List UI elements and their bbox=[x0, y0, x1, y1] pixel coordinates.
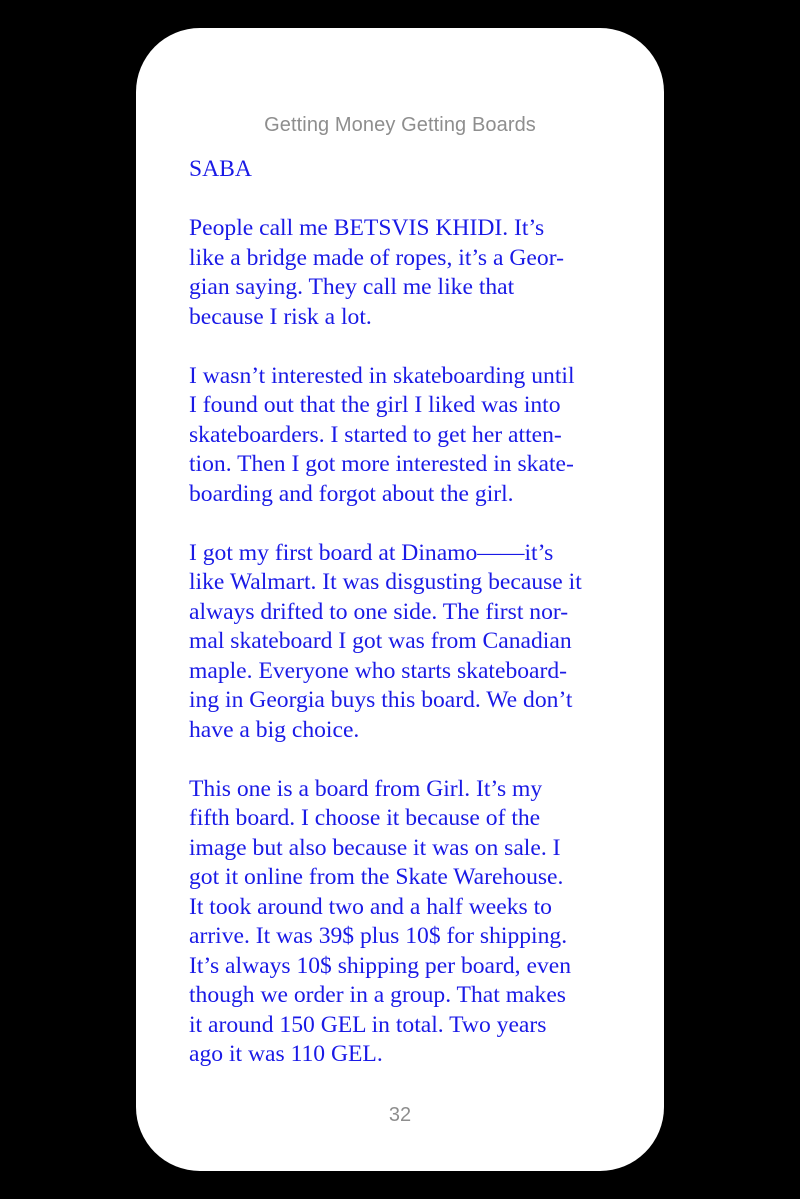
text-line: tion. Then I got more interested in skate- bbox=[189, 451, 574, 477]
text-line: gian saying. They call me like that bbox=[189, 274, 515, 300]
text-line: I got my first board at Dinamo——it’s bbox=[189, 539, 554, 566]
text-line: have a big choice. bbox=[189, 716, 360, 743]
paragraph-4 bbox=[189, 775, 629, 1070]
text-line: boarding and forgot about the girl. bbox=[189, 480, 514, 507]
text-line: it around 150 GEL in total. Two years bbox=[189, 1011, 547, 1038]
speaker-name: SABA bbox=[189, 156, 252, 182]
text-line: ing in Georgia buys this board. We don’t bbox=[189, 687, 573, 713]
text-line: always drifted to one side. The first nor- bbox=[189, 598, 569, 625]
text-line: skateboarders. I started to get her atten- bbox=[189, 421, 562, 448]
text-line: arrive. It was 39$ plus 10$ for shipping. bbox=[189, 923, 568, 949]
paragraph-3 bbox=[189, 539, 629, 746]
page-number: 32 bbox=[388, 1104, 412, 1126]
text-line: got it online from the Skate Warehouse. bbox=[189, 864, 564, 890]
text-line: maple. Everyone who starts skateboard- bbox=[189, 657, 568, 684]
article-body bbox=[189, 155, 629, 1099]
text-line: image but also because it was on sale. I bbox=[189, 834, 561, 861]
text-line: mal skateboard I got was from Canadian bbox=[189, 628, 572, 654]
text-line: It took around two and a half weeks to bbox=[189, 893, 552, 920]
paragraph-1 bbox=[189, 214, 629, 332]
paragraph-2 bbox=[189, 362, 629, 510]
text-line: ago it was 110 GEL. bbox=[189, 1041, 383, 1067]
chapter-title: Getting Money Getting Boards bbox=[264, 114, 536, 136]
reader-page bbox=[136, 28, 664, 1171]
text-line: like a bridge made of ropes, it’s a Geor- bbox=[189, 244, 564, 271]
text-line: People call me BETSVIS KHIDI. It’s bbox=[189, 215, 545, 241]
text-line: I wasn’t interested in skateboarding until bbox=[189, 362, 575, 389]
text-line: though we order in a group. That makes bbox=[189, 982, 566, 1008]
text-line: It’s always 10$ shipping per board, even bbox=[189, 952, 572, 979]
text-line: This one is a board from Girl. It’s my bbox=[189, 775, 543, 802]
text-line: like Walmart. It was disgusting because it bbox=[189, 569, 582, 595]
text-line: fifth board. I choose it because of the bbox=[189, 805, 541, 831]
text-line: because I risk a lot. bbox=[189, 303, 372, 330]
text-line: I found out that the girl I liked was into bbox=[189, 392, 561, 418]
